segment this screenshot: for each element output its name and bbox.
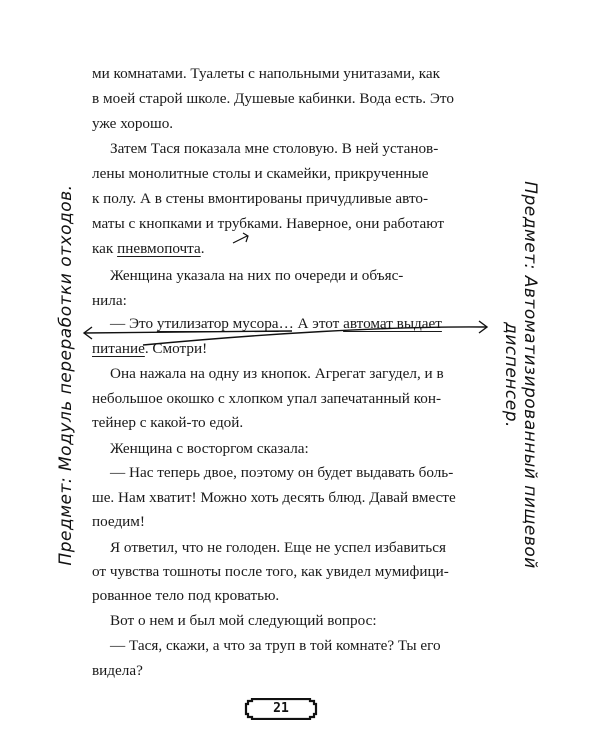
text-line: уже хорошо. <box>92 115 174 132</box>
underlined-term: автомат выдает <box>343 315 442 332</box>
text-line: Женщина указала на них по очереди и объяс- <box>110 267 404 284</box>
text-line: к полу. А в стены вмонтированы причудливые авто- <box>92 190 429 207</box>
margin-note-right-line: диспенсер. <box>501 322 521 428</box>
margin-note-left: Предмет: Модуль переработки отходов. <box>56 184 76 566</box>
text-fragment: . <box>200 240 205 257</box>
underlined-term: утилизатор мусора <box>156 315 279 332</box>
text-fragment: … А этот <box>278 315 344 332</box>
text-line: лены монолитные столы и скамейки, прикрученные <box>92 165 429 182</box>
text-line: Вот о нем и был мой следующий вопрос: <box>110 612 377 629</box>
text-fragment: . Смотри! <box>144 340 208 357</box>
text-fragment: как <box>92 240 118 257</box>
text-line: поедим! <box>92 513 145 530</box>
text-line: видела? <box>92 662 143 679</box>
underlined-term: питание <box>92 340 145 357</box>
text-line: — Нас теперь двое, поэтому он будет выдавать боль- <box>110 464 454 481</box>
text-line: Она нажала на одну из кнопок. Агрегат загудел, и в <box>110 365 444 382</box>
text-line: ше. Нам хватит! Можно хоть десять блюд. Давай вместе <box>92 489 456 506</box>
text-line: от чувства тошноты после того, как увидел мумифици- <box>92 563 449 580</box>
page-number-badge <box>244 698 318 720</box>
text-line: рованное тело под кроватью. <box>92 587 280 604</box>
text-line: — Тася, скажи, а что за труп в той комнате? Ты его <box>110 637 441 654</box>
text-line: Женщина с восторгом сказала: <box>110 440 309 457</box>
margin-note-right-line: Предмет: Автоматизированный пищевой <box>520 181 540 569</box>
text-line: небольшое окошко с хлопком упал запечатанный кон- <box>92 390 442 407</box>
text-line: тейнер с какой-то едой. <box>92 414 244 431</box>
left-arrow-head <box>84 327 92 339</box>
text-line: Я ответил, что не голоден. Еще не успел избавиться <box>110 539 446 556</box>
text-line: в моей старой школе. Душевые кабинки. Вода есть. Это <box>92 90 454 107</box>
text-line <box>92 339 507 359</box>
margin-note-right <box>501 181 539 569</box>
text-fragment: — Это <box>110 315 157 332</box>
text-line: маты с кнопками и трубками. Наверное, они работают <box>92 215 444 232</box>
text-line <box>92 239 507 259</box>
underlined-term: пневмопочта <box>117 240 201 257</box>
text-line: Затем Тася показала мне столовую. В ней установ- <box>110 140 439 157</box>
text-line: нила: <box>92 292 127 309</box>
text-line: ми комнатами. Туалеты с напольными унитазами, как <box>92 65 441 82</box>
page-number: 21 <box>273 701 289 716</box>
text-line <box>110 314 507 334</box>
